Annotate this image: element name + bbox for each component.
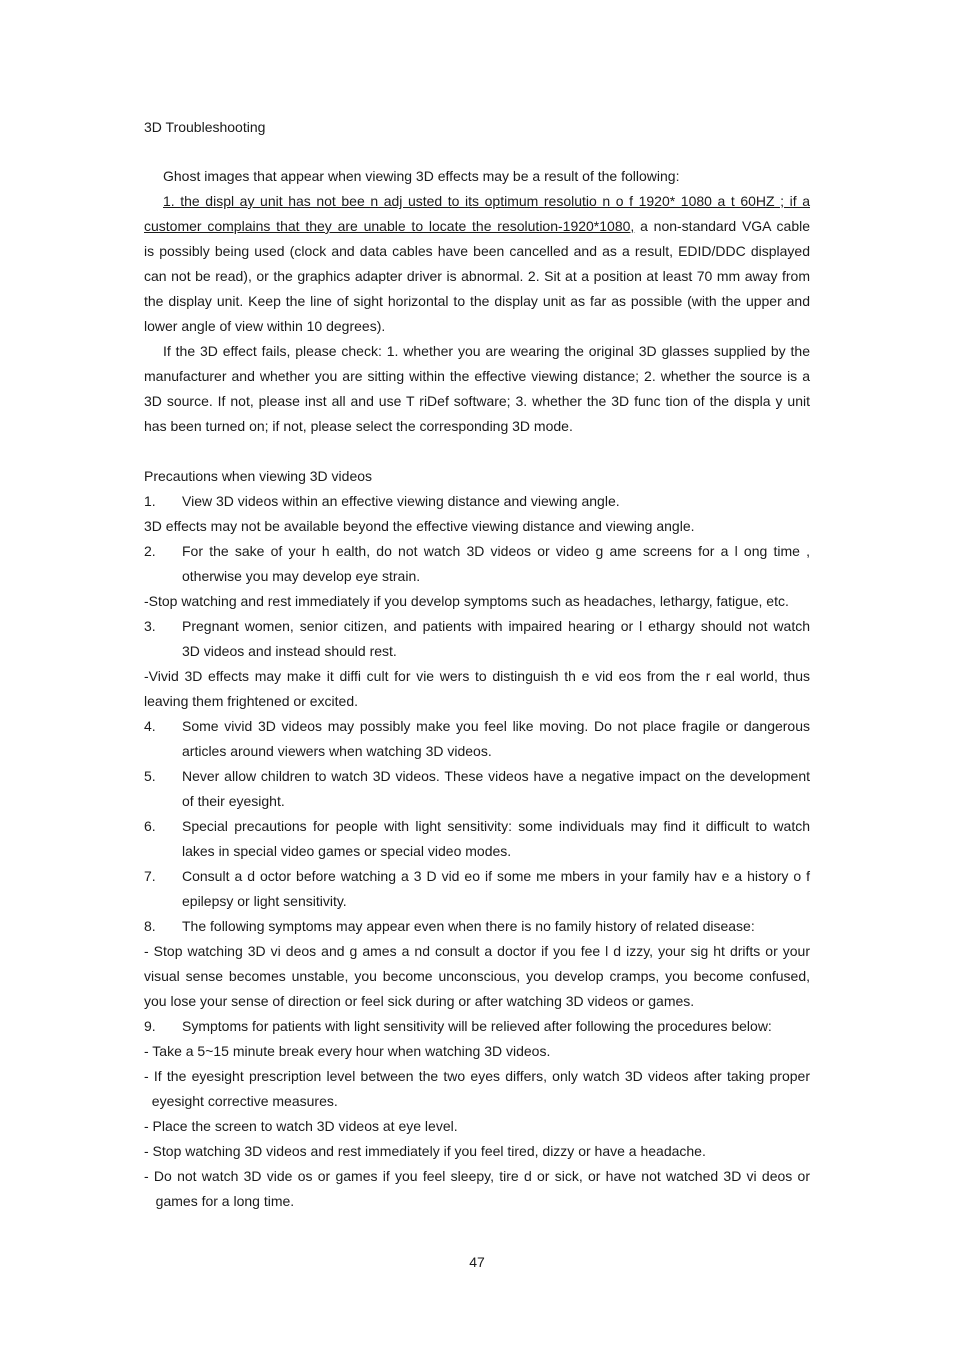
bullet-line: - Take a 5~15 minute break every hour when watching 3D videos. xyxy=(144,1043,551,1059)
section-title: 3D Troubleshooting xyxy=(144,119,266,135)
list-item: Special precautions for people with light sensitivity: some individuals may find it difficult to watch xyxy=(182,818,810,834)
item-number: 5. xyxy=(144,768,156,784)
list-item: View 3D videos within an effective viewing distance and viewing angle. xyxy=(182,493,620,509)
fails-line-4: has been turned on; if not, please select the corresponding 3D mode. xyxy=(144,418,573,434)
bullet-line: - Stop watching 3D videos and rest immediately if you feel tired, dizzy or have a headache. xyxy=(144,1143,706,1159)
note-line: 3D effects may not be available beyond the effective viewing distance and viewing angle. xyxy=(144,518,695,534)
bullet-line: - If the eyesight prescription level between the two eyes differs, only watch 3D videos after taking proper xyxy=(144,1068,810,1084)
bullet-line-cont: games for a long time. xyxy=(144,1193,295,1209)
note-line: leaving them frightened or excited. xyxy=(144,693,359,709)
bullet-line: - Do not watch 3D vide os or games if you feel sleepy, tire d or sick, or have not watched 3D vi deos or xyxy=(144,1168,810,1184)
item-number: 4. xyxy=(144,718,156,734)
note-line: you lose your sense of direction or feel sick during or after watching 3D videos or games. xyxy=(144,993,695,1009)
bullet-line: - Place the screen to watch 3D videos at eye level. xyxy=(144,1118,458,1134)
item-number: 7. xyxy=(144,868,156,884)
list-item: Never allow children to watch 3D videos. These videos have a negative impact on the development xyxy=(182,768,810,784)
list-item: Pregnant women, senior citizen, and patients with impaired hearing or l ethargy should not watch xyxy=(182,618,810,634)
item-number: 3. xyxy=(144,618,156,634)
ghost-line-1: 1. the displ ay unit has not bee n adj usted to its optimum resolutio n o f 1920* 1080 a t 60HZ ; if a xyxy=(163,193,810,209)
bullet-line-cont: eyesight corrective measures. xyxy=(144,1093,338,1109)
list-item-cont: articles around viewers when watching 3D videos. xyxy=(182,743,492,759)
list-item-cont: lakes in special video games or special video modes. xyxy=(182,843,512,859)
fails-line-1: If the 3D effect fails, please check: 1. whether you are wearing the original 3D glasses supplied by the xyxy=(163,343,810,359)
ghost-intro: Ghost images that appear when viewing 3D effects may be a result of the following: xyxy=(163,168,680,184)
list-item-cont: of their eyesight. xyxy=(182,793,285,809)
ghost-line-2-underlined: customer complains that they are unable to locate the resolution-1920*1080, xyxy=(144,218,635,234)
precautions-heading: Precautions when viewing 3D videos xyxy=(144,468,373,484)
item-number: 8. xyxy=(144,918,156,934)
ghost-line-4: can not be read), or the graphics adapter driver is abnormal. 2. Sit at a position at least 70 mm away from xyxy=(144,268,810,284)
ghost-line-2-rest: a non-standard VGA cable xyxy=(634,218,811,234)
note-line: -Stop watching and rest immediately if you develop symptoms such as headaches, lethargy, fatigue, etc. xyxy=(144,593,789,609)
note-line: - Stop watching 3D vi deos and g ames a nd consult a doctor if you fee l d izzy, your sig ht drifts or your xyxy=(144,943,810,959)
list-item: Consult a d octor before watching a 3 D vid eo if some me mbers in your family hav e a history o f xyxy=(182,868,810,884)
item-number: 1. xyxy=(144,493,156,509)
note-line: visual sense becomes unstable, you become unconscious, you develop cramps, you become confused, xyxy=(144,968,810,984)
list-item-cont: 3D videos and instead should rest. xyxy=(182,643,397,659)
list-item: Some vivid 3D videos may possibly make you feel like moving. Do not place fragile or dangerous xyxy=(182,718,810,734)
fails-line-3: 3D source. If not, please inst all and use T riDef software; 3. whether the 3D func tion of the displa y unit xyxy=(144,393,810,409)
item-number: 6. xyxy=(144,818,156,834)
list-item: Symptoms for patients with light sensitivity will be relieved after following the procedures below: xyxy=(182,1018,772,1034)
ghost-line-3: is possibly being used (clock and data cables have been cancelled and as a result, EDID/DDC displayed xyxy=(144,243,810,259)
list-item: The following symptoms may appear even when there is no family history of related disease: xyxy=(182,918,755,934)
list-item: For the sake of your h ealth, do not watch 3D videos or video g ame screens for a l ong time , xyxy=(182,543,810,559)
page-number: 47 xyxy=(469,1254,485,1270)
list-item-cont: otherwise you may develop eye strain. xyxy=(182,568,421,584)
list-item-cont: epilepsy or light sensitivity. xyxy=(182,893,347,909)
ghost-line-5: the display unit. Keep the line of sight horizontal to the display unit as far as possible (with the upper and xyxy=(144,293,810,309)
ghost-line-2 xyxy=(144,214,810,239)
item-number: 9. xyxy=(144,1018,156,1034)
ghost-line-6: lower angle of view within 10 degrees). xyxy=(144,318,386,334)
item-number: 2. xyxy=(144,543,156,559)
note-line: -Vivid 3D effects may make it diffi cult for vie wers to distinguish th e vid eos from the r eal world, thus xyxy=(144,668,810,684)
fails-line-2: manufacturer and whether you are sitting within the effective viewing distance; 2. whether the source is a xyxy=(144,368,810,384)
